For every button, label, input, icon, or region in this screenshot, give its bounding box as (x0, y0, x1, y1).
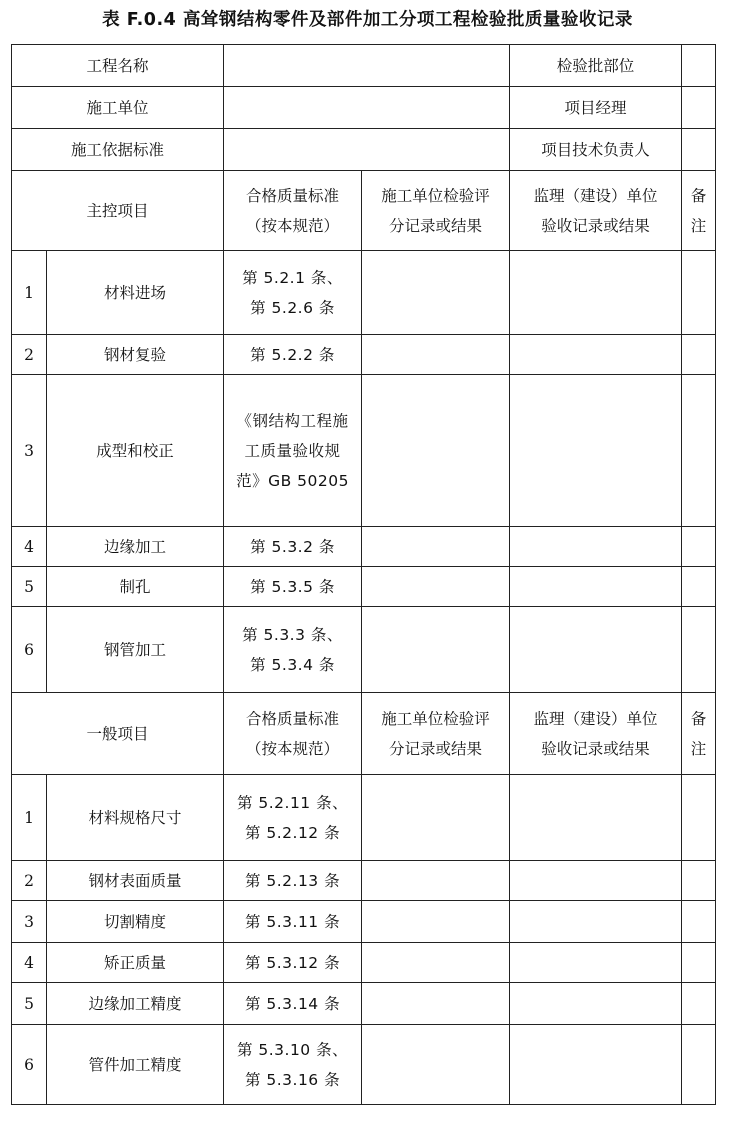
remark-cell[interactable] (682, 607, 716, 693)
self-check-cell[interactable] (362, 901, 510, 943)
remark-cell[interactable] (682, 527, 716, 567)
standard-basis-label: 施工依据标准 (12, 129, 224, 171)
item-standard-line: 《钢结构工程施 (236, 411, 349, 430)
item-standard-line: 第 5.3.5 条 (250, 577, 335, 596)
col-standard-header-line: 合格质量标准 (246, 709, 340, 728)
col-self-header (362, 693, 510, 775)
table-row (12, 375, 716, 527)
item-number: 5 (12, 567, 47, 607)
item-standard-line: 第 5.2.6 条 (250, 298, 335, 317)
supervision-cell[interactable] (510, 1025, 682, 1105)
item-number: 2 (12, 335, 47, 375)
table-row (12, 567, 716, 607)
supervision-cell[interactable] (510, 901, 682, 943)
col-self-header-line: 施工单位检验评 (381, 709, 490, 728)
table-row (12, 943, 716, 983)
supervision-cell[interactable] (510, 983, 682, 1025)
section-header-row (12, 171, 716, 251)
supervision-cell[interactable] (510, 527, 682, 567)
item-number: 5 (12, 983, 47, 1025)
item-name: 管件加工精度 (47, 1025, 224, 1105)
remark-cell[interactable] (682, 251, 716, 335)
standard-basis-value[interactable] (224, 129, 510, 171)
header-row-unit (12, 87, 716, 129)
self-check-cell[interactable] (362, 943, 510, 983)
table-row (12, 901, 716, 943)
table-row (12, 527, 716, 567)
col-standard-header-line: 合格质量标准 (246, 186, 340, 205)
item-standard-line: 第 5.3.3 条、 (242, 625, 343, 644)
self-check-cell[interactable] (362, 775, 510, 861)
item-standard-line: 第 5.2.12 条 (244, 823, 341, 842)
item-name: 边缘加工精度 (47, 983, 224, 1025)
remark-cell[interactable] (682, 567, 716, 607)
remark-cell[interactable] (682, 861, 716, 901)
item-standard (224, 1025, 362, 1105)
supervision-cell[interactable] (510, 861, 682, 901)
self-check-cell[interactable] (362, 1025, 510, 1105)
item-standard (224, 567, 362, 607)
item-number: 6 (12, 607, 47, 693)
col-remark-header: 备注 (682, 693, 716, 775)
self-check-cell[interactable] (362, 527, 510, 567)
item-standard-line: 工质量验收规 (244, 441, 341, 460)
col-supervision-header (510, 171, 682, 251)
remark-cell[interactable] (682, 775, 716, 861)
general-items-section (12, 693, 716, 1105)
item-standard (224, 335, 362, 375)
self-check-cell[interactable] (362, 861, 510, 901)
header-row-project (12, 45, 716, 87)
item-name: 制孔 (47, 567, 224, 607)
item-number: 1 (12, 775, 47, 861)
col-self-header-line: 施工单位检验评 (381, 186, 490, 205)
item-standard-line: 第 5.2.2 条 (250, 345, 335, 364)
remark-cell[interactable] (682, 901, 716, 943)
supervision-cell[interactable] (510, 251, 682, 335)
table-row (12, 983, 716, 1025)
item-standard-line: 第 5.3.12 条 (244, 953, 341, 972)
supervision-cell[interactable] (510, 607, 682, 693)
item-standard-line: 第 5.3.11 条 (244, 912, 341, 931)
supervision-cell[interactable] (510, 943, 682, 983)
supervision-cell[interactable] (510, 375, 682, 527)
project-manager-value[interactable] (682, 87, 716, 129)
item-standard (224, 607, 362, 693)
project-manager-label: 项目经理 (510, 87, 682, 129)
project-name-value[interactable] (224, 45, 510, 87)
page-title: 表 F.0.4 高耸钢结构零件及部件加工分项工程检验批质量验收记录 (102, 10, 633, 30)
table-row (12, 861, 716, 901)
item-number: 3 (12, 375, 47, 527)
item-standard-line: 第 5.3.14 条 (244, 994, 341, 1013)
item-standard (224, 527, 362, 567)
col-standard-header (224, 171, 362, 251)
item-name: 切割精度 (47, 901, 224, 943)
item-standard (224, 775, 362, 861)
inspection-record-table (11, 44, 716, 1105)
table-row (12, 251, 716, 335)
self-check-cell[interactable] (362, 251, 510, 335)
construction-unit-label: 施工单位 (12, 87, 224, 129)
header-row-standard (12, 129, 716, 171)
section-label: 主控项目 (12, 171, 224, 251)
item-name: 成型和校正 (47, 375, 224, 527)
item-number: 3 (12, 901, 47, 943)
col-supervision-header-line: 验收记录或结果 (541, 739, 650, 758)
item-name: 边缘加工 (47, 527, 224, 567)
item-standard-line: 第 5.2.1 条、 (242, 268, 343, 287)
col-self-header-line: 分记录或结果 (389, 216, 483, 235)
item-standard-line: 第 5.3.4 条 (250, 655, 335, 674)
main-control-section (12, 171, 716, 693)
supervision-cell[interactable] (510, 775, 682, 861)
item-standard (224, 943, 362, 983)
item-standard-line: 第 5.3.2 条 (250, 537, 335, 556)
item-standard (224, 983, 362, 1025)
self-check-cell[interactable] (362, 375, 510, 527)
col-supervision-header-line: 验收记录或结果 (541, 216, 650, 235)
batch-location-label: 检验批部位 (510, 45, 682, 87)
col-standard-header-line: （按本规范） (246, 739, 340, 758)
tech-lead-value[interactable] (682, 129, 716, 171)
item-number: 6 (12, 1025, 47, 1105)
col-self-header (362, 171, 510, 251)
item-name: 矫正质量 (47, 943, 224, 983)
remark-cell[interactable] (682, 375, 716, 527)
item-standard (224, 375, 362, 527)
item-name: 钢材表面质量 (47, 861, 224, 901)
remark-cell[interactable] (682, 943, 716, 983)
item-name: 钢管加工 (47, 607, 224, 693)
table-row (12, 607, 716, 693)
supervision-cell[interactable] (510, 567, 682, 607)
table-row (12, 335, 716, 375)
col-standard-header (224, 693, 362, 775)
item-number: 4 (12, 943, 47, 983)
item-standard-line: 第 5.3.16 条 (244, 1070, 341, 1089)
table-row (12, 775, 716, 861)
col-supervision-header-line: 监理（建设）单位 (533, 186, 658, 205)
section-label: 一般项目 (12, 693, 224, 775)
item-standard-line: 第 5.2.13 条 (244, 871, 341, 890)
section-header-row (12, 693, 716, 775)
self-check-cell[interactable] (362, 567, 510, 607)
self-check-cell[interactable] (362, 335, 510, 375)
batch-location-value[interactable] (682, 45, 716, 87)
item-standard-line: 第 5.3.10 条、 (236, 1040, 349, 1059)
table-row (12, 1025, 716, 1105)
remark-cell[interactable] (682, 983, 716, 1025)
item-number: 2 (12, 861, 47, 901)
col-supervision-header-line: 监理（建设）单位 (533, 709, 658, 728)
supervision-cell[interactable] (510, 335, 682, 375)
self-check-cell[interactable] (362, 983, 510, 1025)
item-number: 1 (12, 251, 47, 335)
remark-cell[interactable] (682, 1025, 716, 1105)
construction-unit-value[interactable] (224, 87, 510, 129)
item-name: 钢材复验 (47, 335, 224, 375)
item-standard-line: 范》GB 50205 (236, 471, 349, 490)
item-standard-line: 第 5.2.11 条、 (236, 793, 349, 812)
self-check-cell[interactable] (362, 607, 510, 693)
item-standard (224, 251, 362, 335)
col-supervision-header (510, 693, 682, 775)
item-name: 材料规格尺寸 (47, 775, 224, 861)
col-self-header-line: 分记录或结果 (389, 739, 483, 758)
item-standard (224, 901, 362, 943)
tech-lead-label: 项目技术负责人 (510, 129, 682, 171)
col-standard-header-line: （按本规范） (246, 216, 340, 235)
remark-cell[interactable] (682, 335, 716, 375)
item-standard (224, 861, 362, 901)
project-name-label: 工程名称 (12, 45, 224, 87)
item-name: 材料进场 (47, 251, 224, 335)
item-number: 4 (12, 527, 47, 567)
col-remark-header: 备注 (682, 171, 716, 251)
